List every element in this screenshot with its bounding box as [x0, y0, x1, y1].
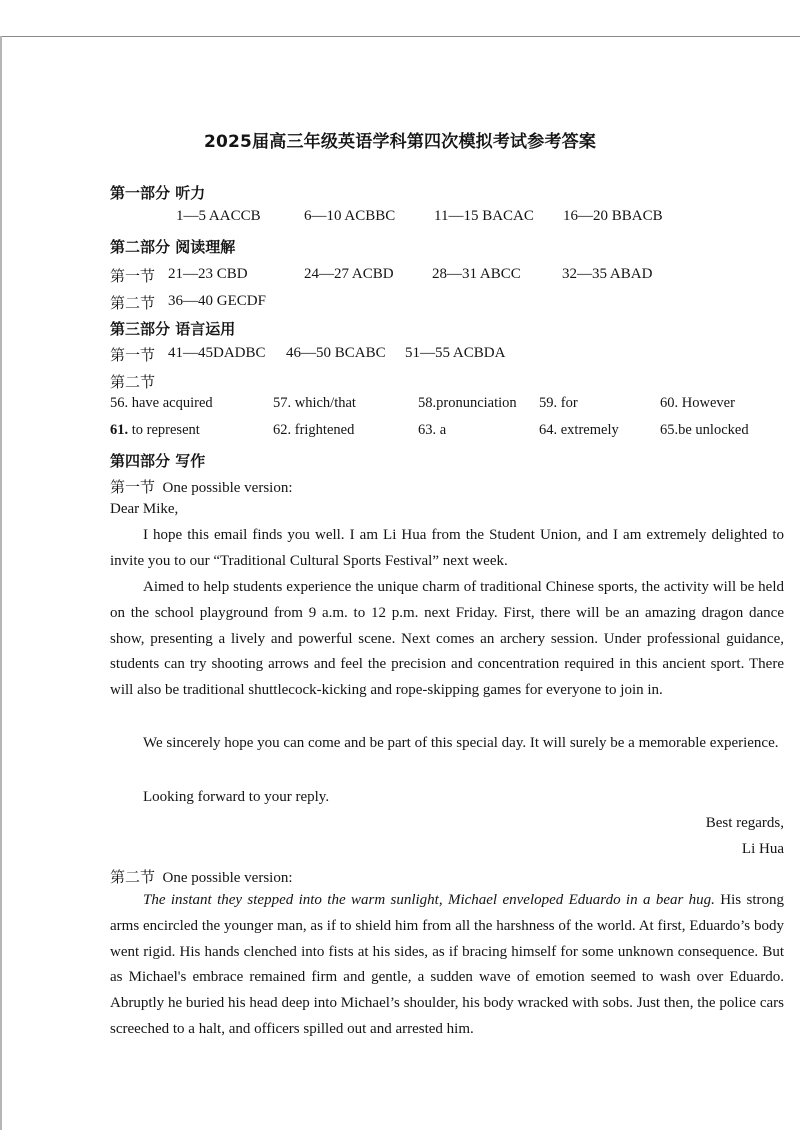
- answer-number: 64.: [539, 422, 558, 438]
- part4-heading: 第四部分 写作: [110, 452, 206, 470]
- blank-answer-62: [273, 422, 354, 439]
- answer-text: which/that: [294, 395, 356, 411]
- answer-number: 57.: [273, 395, 292, 411]
- page-top-rule: [0, 36, 800, 37]
- part3-heading: 第三部分 语言运用: [110, 320, 236, 338]
- blank-answer-57: [273, 395, 356, 412]
- part4-sec2-label: [110, 866, 293, 887]
- letter-paragraph: I hope this email finds you well. I am Li Hua from the Student Union, and I am extremely delighted to invite you to our “Traditional Cultural Sports Festival” next week.: [110, 527, 784, 569]
- blank-answer-60: [660, 395, 735, 412]
- answer-number: 59.: [539, 395, 558, 411]
- story-paragraph: [110, 888, 784, 1043]
- answer-text: a: [439, 422, 447, 438]
- answer-text: have acquired: [131, 395, 213, 411]
- section-label: 第二节: [110, 868, 156, 886]
- letter-salutation: Dear Mike,: [110, 501, 179, 517]
- blank-answer-56: [110, 395, 213, 412]
- answer-text: extremely: [560, 422, 619, 438]
- letter-closing-line: Looking forward to your reply.: [143, 789, 330, 805]
- blank-answer-59: [539, 395, 578, 412]
- part4-sec1-label: [110, 476, 293, 497]
- answer-text: However: [681, 395, 735, 411]
- answer-number: 62.: [273, 422, 292, 438]
- blank-answer-64: [539, 422, 619, 439]
- answer-number: 65.: [660, 422, 679, 438]
- letter-signoff: Best regards,: [705, 815, 784, 831]
- answer-number: 61.: [110, 422, 129, 438]
- answer-number: 63.: [418, 422, 437, 438]
- answer-text: to represent: [131, 422, 200, 438]
- part2-sec2-label: 第二节: [110, 294, 156, 312]
- answer-group: 21—23 CBD: [168, 266, 248, 282]
- part2-sec1-label: 第一节: [110, 267, 156, 285]
- answer-group: 24—27 ACBD: [304, 266, 394, 282]
- blank-answer-61: [110, 422, 200, 439]
- answer-group: 51—55 ACBDA: [405, 345, 506, 361]
- story-lead-sentence: The instant they stepped into the warm sunlight, Michael enveloped Eduardo in a bear hug.: [143, 892, 715, 908]
- answer-text: be unlocked: [678, 422, 749, 438]
- answer-group: 36—40 GECDF: [168, 293, 266, 309]
- part3-sec2-label: 第二节: [110, 373, 156, 391]
- story-continuation: His strong arms encircled the younger man, as if to shield him from all the harshness of the world. At first, Eduardo’s body went rigid. His hands clenched into fists at his sides, as if bracing himself for some unknown consequence. But as Michael's embrace remained firm and gentle, a sudden wave of emotion seemed to wash over Eduardo. Abruptly he buried his head deep into Michael’s shoulder, his body wracked with sobs. Just then, the police cars screeched to a halt, and officers spilled out and arrested him.: [110, 892, 784, 1037]
- letter-paragraph: Aimed to help students experience the unique charm of traditional Chinese sports, the activity will be held on the school playground from 9 a.m. to 12 p.m. next Friday. First, there will be an amazing dragon dance show, presenting a lively and powerful scene. Next comes an archery session. Under professional guidance, students can try shooting arrows and feel the precision and concentration required in this ancient sport. There will also be traditional shuttlecock-kicking and rope-skipping games for everyone to join in.: [110, 579, 784, 699]
- answer-group: 11—15 BACAC: [434, 208, 534, 224]
- answer-group: 46—50 BCABC: [286, 345, 386, 361]
- letter-paragraph: We sincerely hope you can come and be part of this special day. It will surely be a memorable experience.: [143, 735, 779, 751]
- answer-group: 28—31 ABCC: [432, 266, 521, 282]
- answer-group: 1—5 AACCB: [176, 208, 261, 224]
- letter-signature: Li Hua: [741, 841, 784, 857]
- document-title: 2025届高三年级英语学科第四次模拟考试参考答案: [203, 132, 597, 152]
- blank-answer-65: [660, 422, 749, 439]
- section-label: 第一节: [110, 478, 156, 496]
- part3-sec1-label: 第一节: [110, 346, 156, 364]
- answer-group: 6—10 ACBBC: [304, 208, 396, 224]
- part1-heading: 第一部分 听力: [110, 184, 206, 202]
- page-left-edge: [0, 36, 2, 1130]
- part2-heading: 第二部分 阅读理解: [110, 238, 236, 256]
- answer-group: 16—20 BBACB: [563, 208, 663, 224]
- answer-text: pronunciation: [436, 395, 517, 411]
- answer-text: frightened: [294, 422, 355, 438]
- answer-group: 32—35 ABAD: [562, 266, 653, 282]
- answer-group: 41—45DADBC: [168, 345, 266, 361]
- answer-number: 60.: [660, 395, 679, 411]
- blank-answer-58: [418, 395, 517, 412]
- blank-answer-63: [418, 422, 446, 439]
- answer-text: for: [560, 395, 578, 411]
- answer-number: 56.: [110, 395, 129, 411]
- section-note: One possible version:: [162, 480, 293, 496]
- answer-number: 58.: [418, 395, 437, 411]
- section-note: One possible version:: [162, 870, 293, 886]
